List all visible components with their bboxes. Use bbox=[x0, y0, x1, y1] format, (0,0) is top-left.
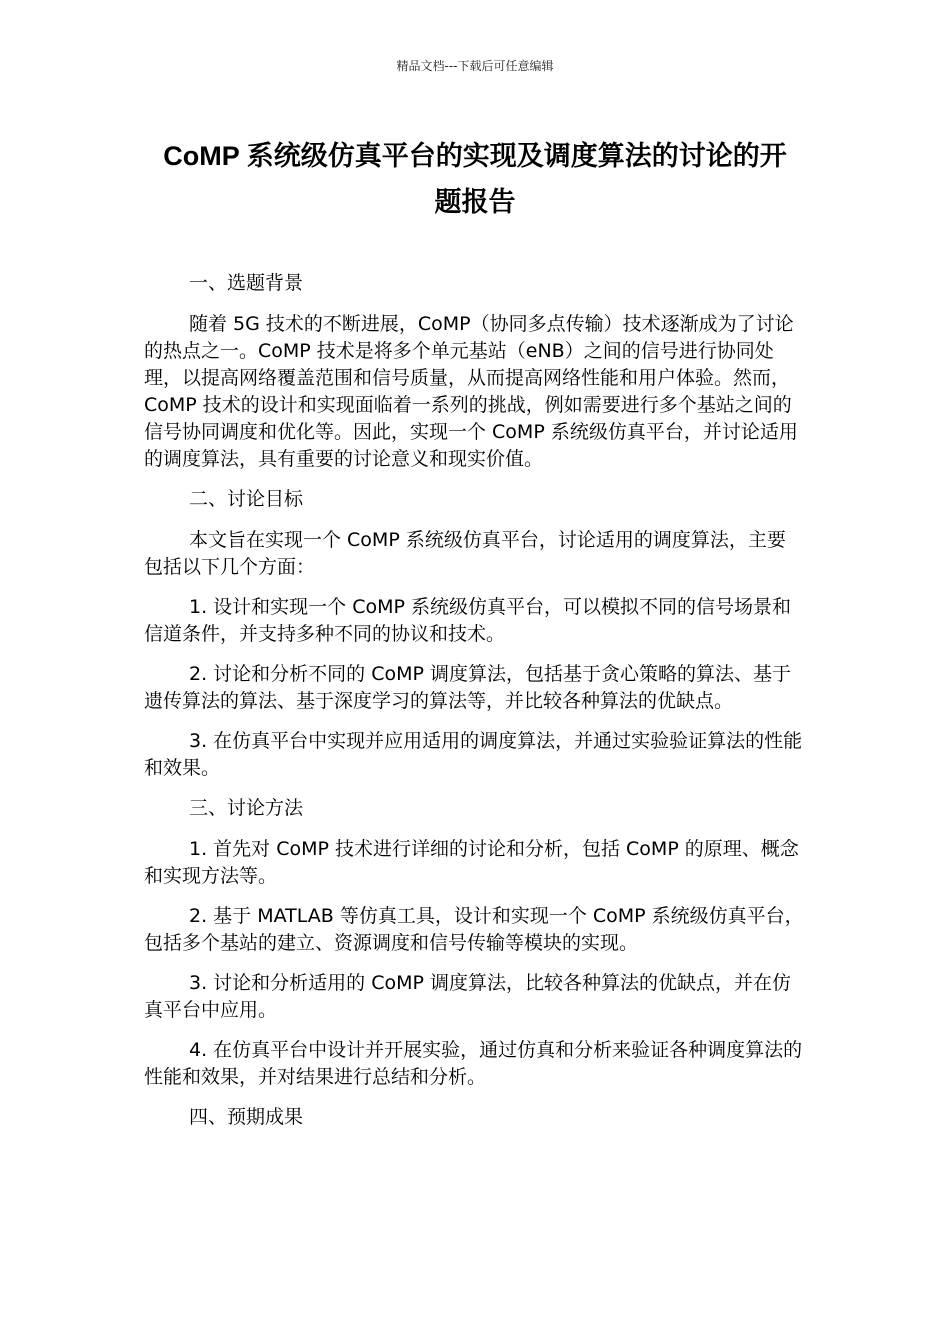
list-item-goal-2: 2. 讨论和分析不同的 CoMP 调度算法，包括基于贪心策略的算法、基于遗传算法的算法、基于深度学习的算法等，并比较各种算法的优缺点。 bbox=[144, 663, 791, 712]
list-item-method-4: 4. 在仿真平台中设计并开展实验，通过仿真和分析来验证各种调度算法的性能和效果，并对结果进行总结和分析。 bbox=[144, 1039, 803, 1088]
list-item-method-1: 1. 首先对 CoMP 技术进行详细的讨论和分析，包括 CoMP 的原理、概念和实现方法等。 bbox=[144, 838, 799, 887]
list-item-goal-1: 1. 设计和实现一个 CoMP 系统级仿真平台，可以模拟不同的信号场景和信道条件，并支持多种不同的协议和技术。 bbox=[144, 596, 791, 645]
section-heading-expected-results: 四、预期成果 bbox=[189, 1106, 304, 1128]
section-heading-methods: 三、讨论方法 bbox=[189, 797, 304, 819]
list-item-method-2: 2. 基于 MATLAB 等仿真工具，设计和实现一个 CoMP 系统级仿真平台，包括多个基站的建立、资源调度和信号传输等模块的实现。 bbox=[144, 905, 804, 954]
paragraph-background: 随着 5G 技术的不断进展，CoMP（协同多点传输）技术逐渐成为了讨论的热点之一。CoMP 技术是将多个单元基站（eNB）之间的信号进行协同处理，以提高网络覆盖范围和信号质量，从而提高网络性能和用户体验。然而，CoMP 技术的设计和实现面临着一系列的挑战，例如需要进行多个基站之间的信号协同调度和优化等。因此，实现一个 CoMP 系统级仿真平台，并讨论适用的调度算法，具有重要的讨论意义和现实价值。 bbox=[144, 313, 798, 470]
document-title-line-2: 题报告 bbox=[434, 187, 516, 217]
list-item-goal-3: 3. 在仿真平台中实现并应用适用的调度算法，并通过实验验证算法的性能和效果。 bbox=[144, 730, 803, 779]
page-header-note: 精品文档---下载后可任意编辑 bbox=[396, 59, 554, 73]
document-title-line-1: CoMP 系统级仿真平台的实现及调度算法的讨论的开 bbox=[163, 141, 787, 171]
section-heading-goals: 二、讨论目标 bbox=[189, 488, 304, 510]
paragraph-goals-intro: 本文旨在实现一个 CoMP 系统级仿真平台，讨论适用的调度算法，主要包括以下几个方面： bbox=[144, 529, 786, 578]
section-heading-background: 一、选题背景 bbox=[189, 272, 304, 294]
list-item-method-3: 3. 讨论和分析适用的 CoMP 调度算法，比较各种算法的优缺点，并在仿真平台中应用。 bbox=[144, 972, 791, 1021]
document-body bbox=[144, 270, 804, 1145]
document-title bbox=[140, 133, 810, 225]
